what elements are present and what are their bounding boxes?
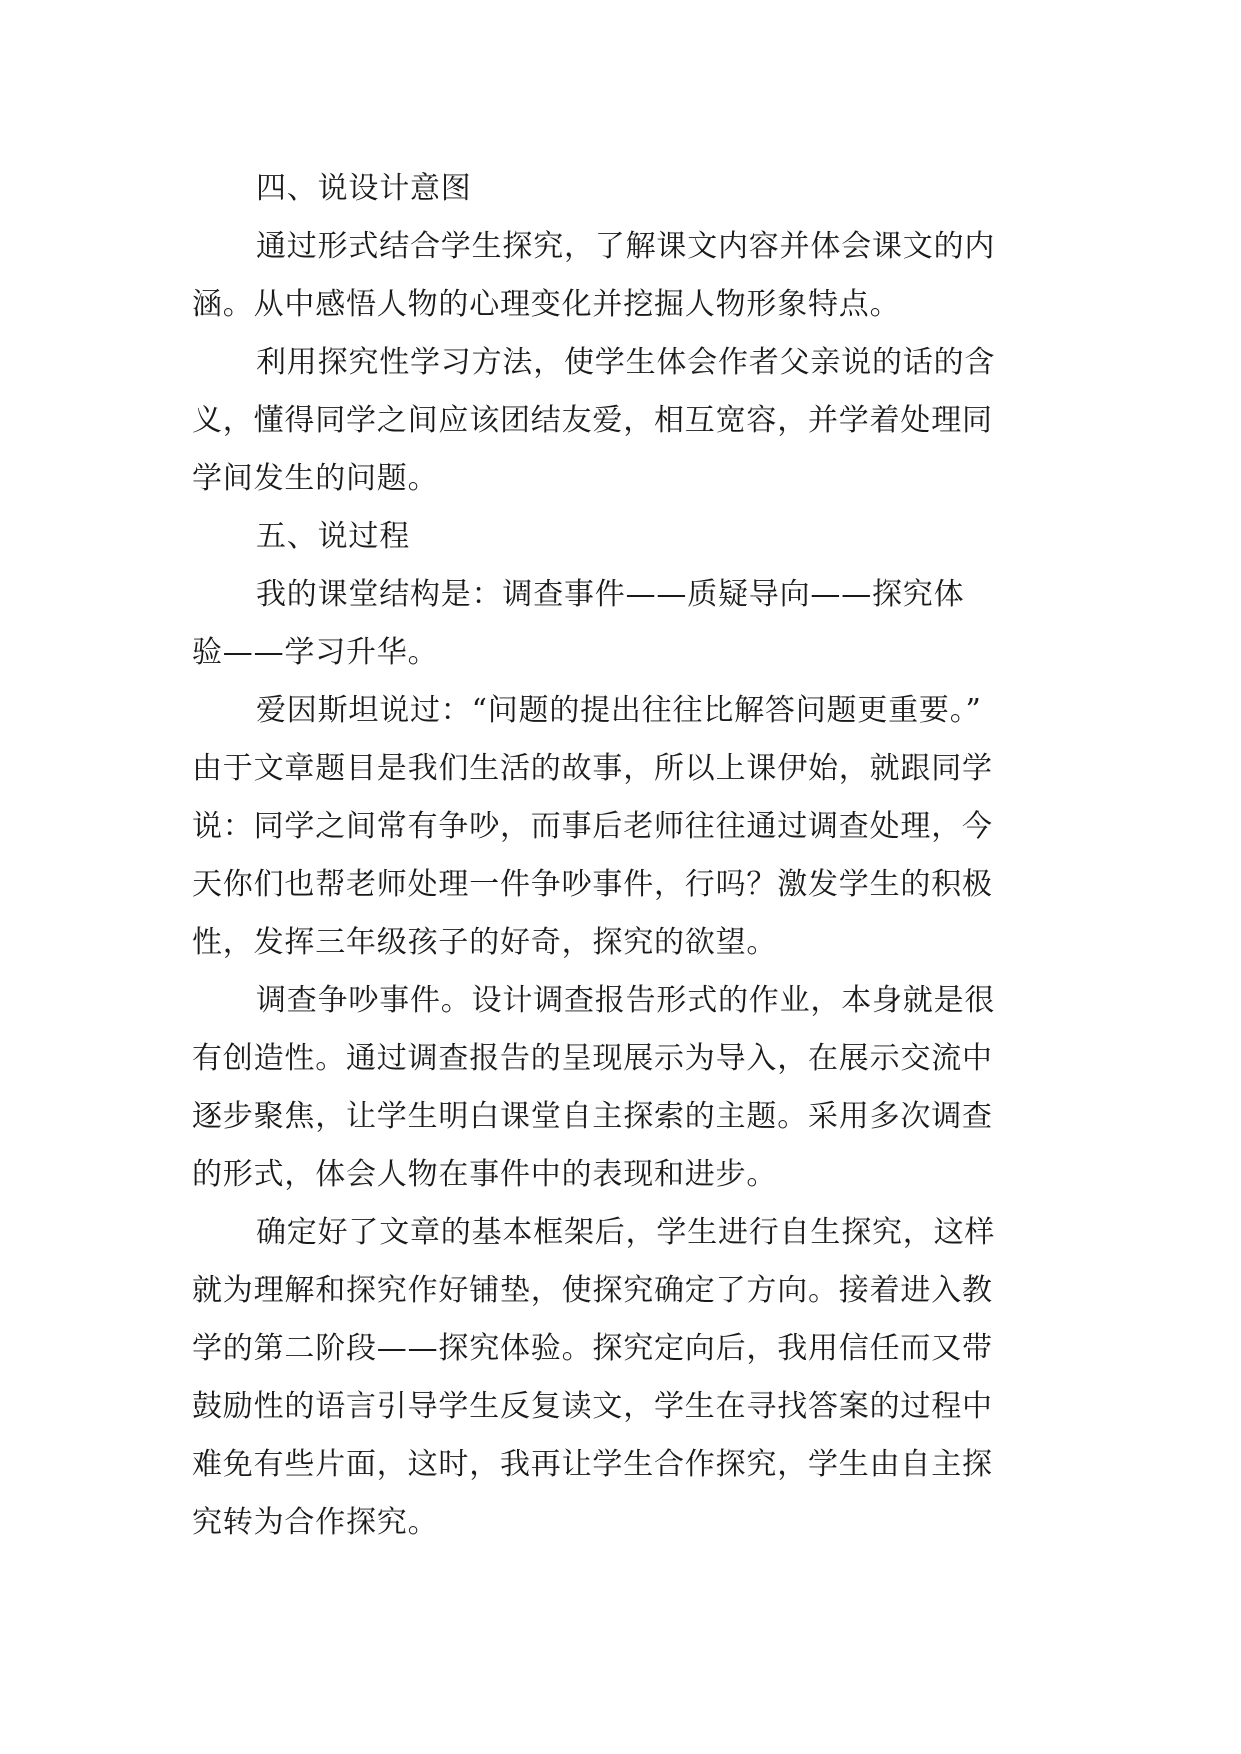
- text-line: 难免有些片面，这时，我再让学生合作探究，学生由自主探: [192, 1447, 993, 1482]
- text-line: 的形式，体会人物在事件中的表现和进步。: [192, 1157, 778, 1192]
- text-line: 鼓励性的语言引导学生反复读文，学生在寻找答案的过程中: [192, 1389, 993, 1424]
- text-line: 逐步聚焦，让学生明白课堂自主探索的主题。采用多次调查: [192, 1099, 993, 1134]
- text-line: 究转为合作探究。: [192, 1505, 439, 1540]
- text-line: 学间发生的问题。: [192, 461, 439, 496]
- text-line: 五、说过程: [256, 519, 410, 554]
- text-line: 四、说设计意图: [256, 171, 472, 206]
- text-line: 我的课堂结构是：调查事件——质疑导向——探究体: [256, 577, 965, 612]
- text-line: 性，发挥三年级孩子的好奇，探究的欲望。: [192, 925, 778, 960]
- text-line: 说：同学之间常有争吵，而事后老师往往通过调查处理，今: [192, 809, 993, 844]
- document-body: [192, 160, 1052, 1552]
- text-line: 爱因斯坦说过：“问题的提出往往比解答问题更重要。”: [256, 693, 982, 728]
- text-line: 通过形式结合学生探究，了解课文内容并体会课文的内: [256, 229, 996, 264]
- text-line: 有创造性。通过调查报告的呈现展示为导入，在展示交流中: [192, 1041, 993, 1076]
- text-line: 义，懂得同学之间应该团结友爱，相互宽容，并学着处理同: [192, 403, 993, 438]
- text-line: 学的第二阶段——探究体验。探究定向后，我用信任而又带: [192, 1331, 993, 1366]
- text-line: 天你们也帮老师处理一件争吵事件，行吗？激发学生的积极: [192, 867, 993, 902]
- text-line: 利用探究性学习方法，使学生体会作者父亲说的话的含: [256, 345, 996, 380]
- text-line: 确定好了文章的基本框架后，学生进行自生探究，这样: [256, 1215, 996, 1250]
- text-line: 由于文章题目是我们生活的故事，所以上课伊始，就跟同学: [192, 751, 993, 786]
- text-line: 验——学习升华。: [192, 635, 439, 670]
- text-line: 涵。从中感悟人物的心理变化并挖掘人物形象特点。: [192, 287, 901, 322]
- text-line: 调查争吵事件。设计调查报告形式的作业，本身就是很: [256, 983, 996, 1018]
- text-line: 就为理解和探究作好铺垫，使探究确定了方向。接着进入教: [192, 1273, 993, 1308]
